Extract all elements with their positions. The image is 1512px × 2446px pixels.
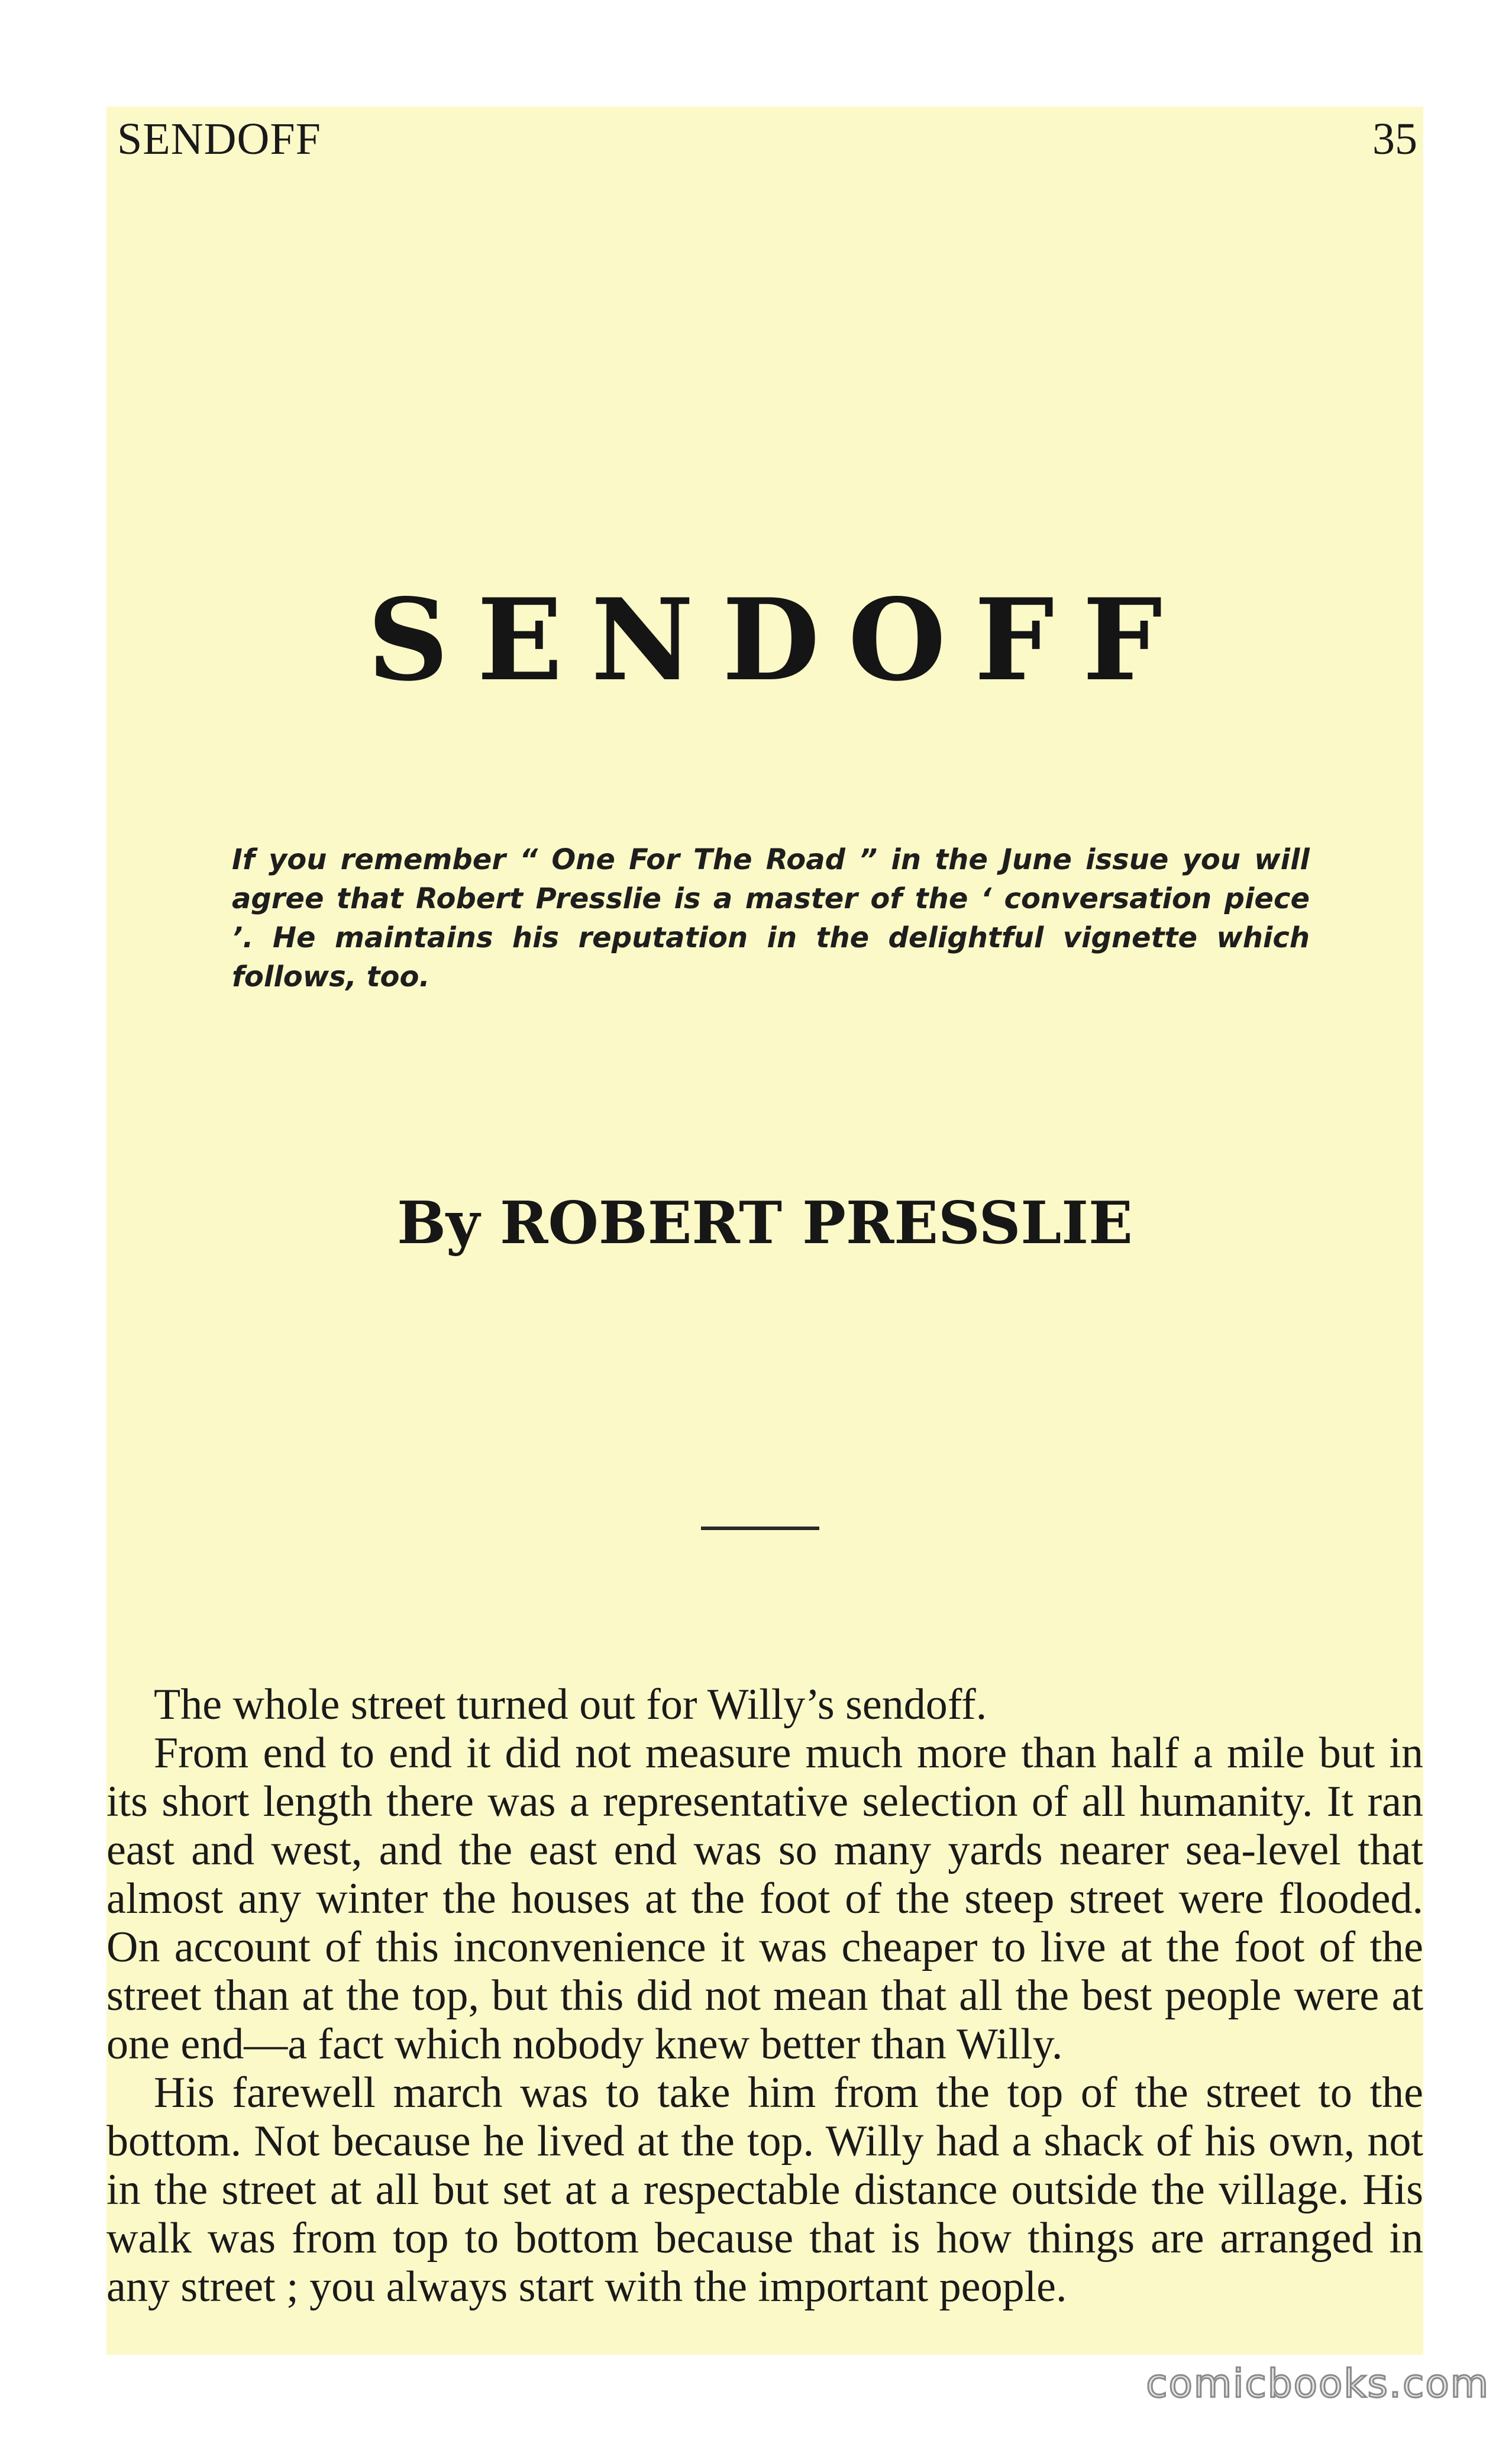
story-title: SENDOFF [367, 574, 1191, 706]
story-byline: By ROBERT PRESSLIE [397, 1189, 1133, 1257]
body-paragraph-1: The whole street turned out for Willy’s sendoff. [154, 1680, 987, 1729]
body-paragraph-2: From end to end it did not measure much more than half a mile but in its short length there was a representative selection of all humanity. It ran east and west, and the east end was so many yards nearer sea-level that almost any winter the houses at the foot of the steep street were flooded. On account of this inconvenience it was cheaper to live at the foot of the street than at the top, but this did not mean that all the best people were at one end—a fact which nobody knew better than Willy. [106, 1729, 1423, 2069]
site-watermark: comicbooks.com [1146, 2361, 1490, 2406]
page-number: 35 [1372, 114, 1417, 164]
book-page [106, 107, 1423, 2355]
body-paragraph-3: His farewell march was to take him from the top of the street to the bottom. Not because he lived at the top. Willy had a shack of his own, not in the street at all but set at a respectable distance outside the village. His walk was from top to bottom because that is how things are arranged in any street ; you always start with the important people. [106, 2069, 1423, 2311]
section-divider [701, 1527, 819, 1530]
running-title: SENDOFF [117, 114, 321, 164]
story-intro: If you remember “ One For The Road ” in the June issue you will agree that Robert Presslie is a master of the ‘ conversation piece ’. He maintains his reputation in the delightful vignette which follows, too. [232, 843, 1310, 993]
story-body [106, 1680, 1423, 2311]
